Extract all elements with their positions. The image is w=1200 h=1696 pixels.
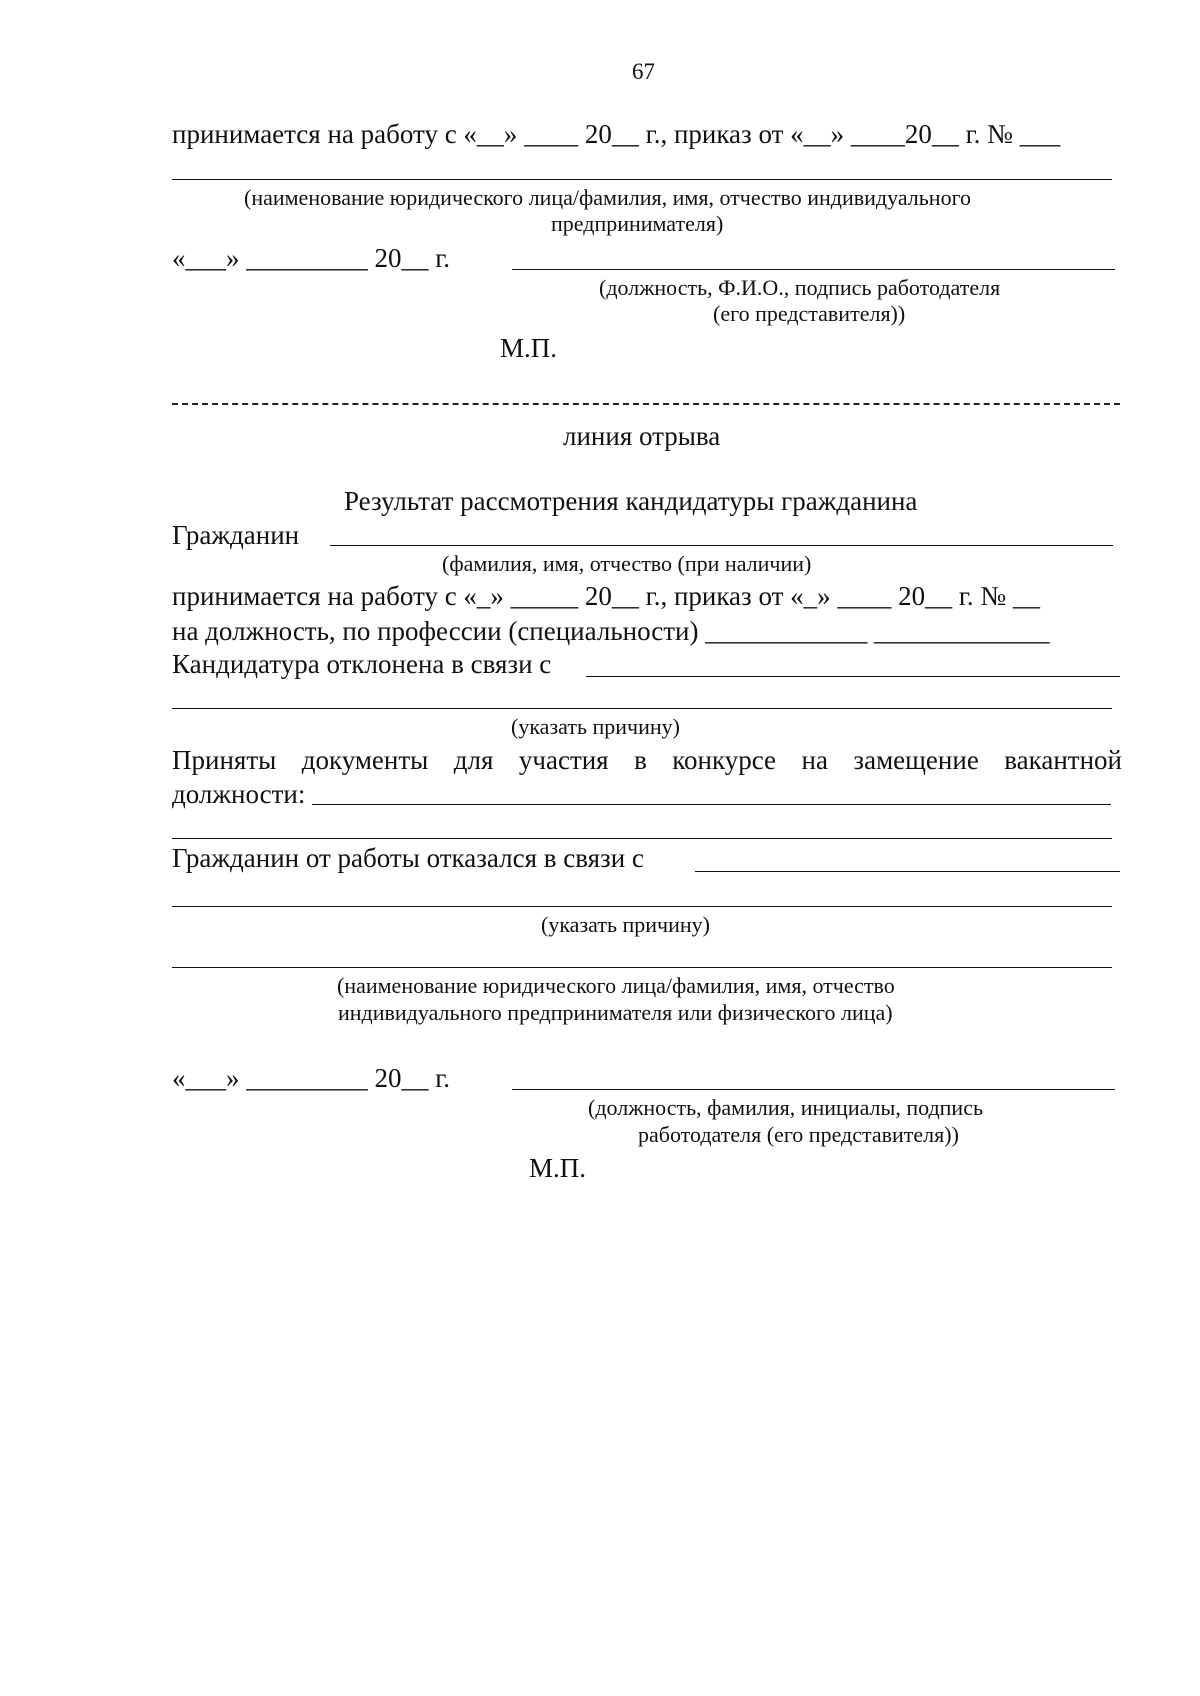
org-signature-line — [172, 179, 1112, 180]
position-line: на должность, по профессии (специальности) ____________ _____________ — [172, 616, 1050, 646]
tear-line-label: линия отрыва — [563, 421, 721, 451]
result-title: Результат рассмотрения кандидатуры гражданина — [344, 486, 918, 516]
signer-caption-top-2: (его представителя)) — [713, 301, 906, 326]
hire-line-top: принимается на работу с «__» ____ 20__ г., приказ от «__» ____20__ г. № ___ — [172, 119, 1061, 149]
date-line-result: «___» _________ 20__ г. — [172, 1063, 451, 1093]
documents-line-2: должности: — [172, 779, 306, 809]
org-caption-top-2: предпринимателя) — [551, 211, 724, 236]
rejected-reason-line-2 — [172, 708, 1112, 709]
tear-line — [172, 403, 1120, 405]
org-caption-top-1: (наименование юридического лица/фамилия, имя, отчество индивидуального — [244, 185, 972, 210]
signer-line-top — [512, 269, 1115, 270]
citizen-caption: (фамилия, имя, отчество (при наличии) — [442, 551, 812, 576]
citizen-name-line — [330, 545, 1113, 546]
refused-label: Гражданин от работы отказался в связи с — [172, 843, 644, 873]
hire-line-result: принимается на работу с «_» _____ 20__ г., приказ от «_» ____ 20__ г. № __ — [172, 581, 1040, 611]
reason-caption-1: (указать причину) — [511, 714, 680, 739]
rejected-label: Кандидатура отклонена в связи с — [172, 649, 552, 679]
refused-reason-line-2 — [172, 906, 1112, 907]
refused-reason-line-1 — [695, 871, 1120, 872]
reason-caption-2: (указать причину) — [541, 912, 710, 937]
stamp-top: М.П. — [500, 333, 558, 363]
signer-caption-top-1: (должность, Ф.И.О., подпись работодателя — [599, 275, 1001, 300]
org-line-result — [172, 967, 1112, 968]
documents-line-1: Приняты документы для участия в конкурсе на замещение вакантной — [172, 745, 1122, 775]
page-number: 67 — [632, 59, 655, 84]
rejected-reason-line-1 — [586, 676, 1120, 677]
citizen-label: Гражданин — [172, 520, 300, 550]
documents-line-extra — [172, 838, 1112, 839]
org-caption-result-1: (наименование юридического лица/фамилия, имя, отчество — [337, 973, 895, 998]
signer-caption-result-2: работодателя (его представителя)) — [638, 1122, 959, 1147]
signer-caption-result-1: (должность, фамилия, инициалы, подпись — [588, 1095, 983, 1120]
signer-line-result — [512, 1089, 1115, 1090]
stamp-result: М.П. — [529, 1153, 587, 1183]
org-caption-result-2: индивидуального предпринимателя или физического лица) — [338, 1000, 893, 1025]
documents-line-fill — [312, 804, 1111, 805]
date-line-top: «___» _________ 20__ г. — [172, 243, 451, 273]
